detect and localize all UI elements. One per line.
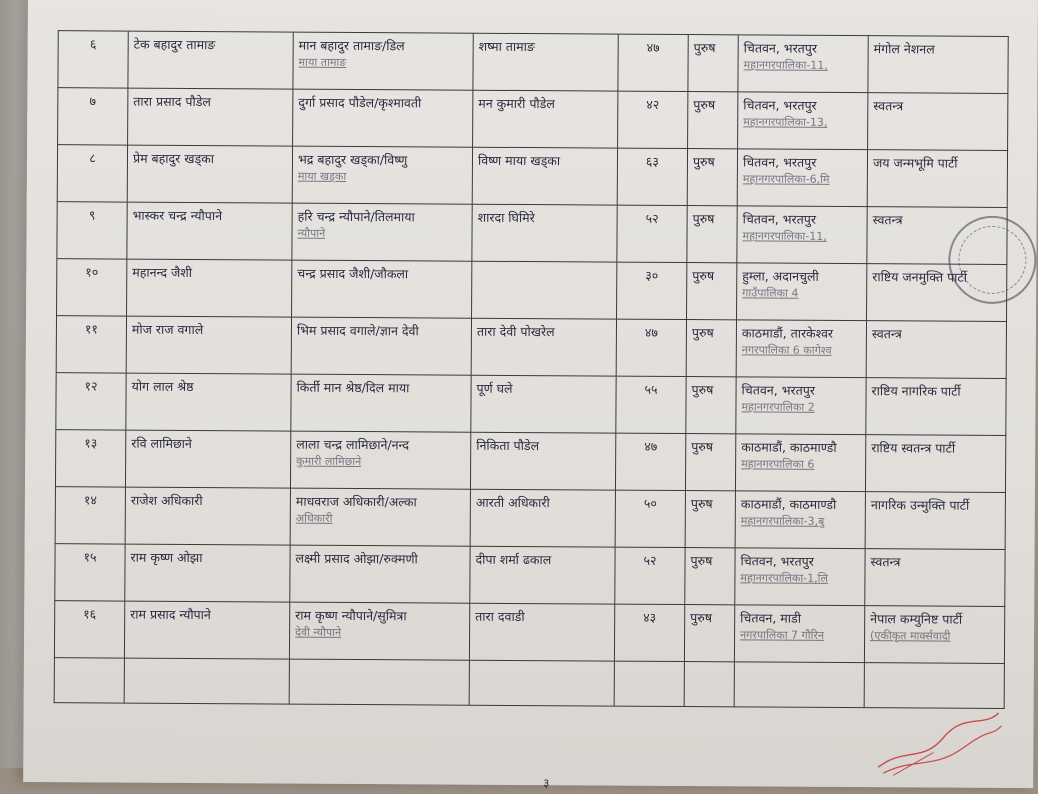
- parents-name-text: दुर्गा प्रसाद पौडेल/कृश्मावती: [298, 94, 422, 111]
- serial-number-cell: [57, 145, 127, 202]
- parents-name-text: मान बहादुर तामाङ/डिल: [298, 37, 405, 54]
- address-text: काठमाडौं, काठमाण्डौ: [740, 496, 837, 512]
- party-continuation: [873, 171, 1002, 172]
- party-continuation: [873, 114, 1002, 115]
- address-continuation: महानगरपालिका-11,: [742, 229, 827, 243]
- spouse-name-cell: [469, 603, 614, 661]
- page-number: ३: [543, 776, 550, 791]
- empty-cell: [289, 659, 469, 705]
- spouse-name-cell: [471, 375, 616, 433]
- parents-name-continuation: [295, 567, 464, 568]
- age-cell: [614, 604, 684, 661]
- address-continuation: महानगरपालिका 6: [741, 457, 815, 471]
- gender-cell: [688, 92, 738, 149]
- table-row: [56, 373, 1006, 436]
- candidate-name-cell: [125, 430, 290, 488]
- address-cell: [734, 605, 864, 663]
- party-continuation: (एकीकृत मार्क्सवादी: [870, 629, 951, 643]
- gender-cell: [684, 605, 734, 662]
- address-text: चितवन, भरतपुर: [743, 40, 818, 56]
- serial-number-cell: [56, 316, 126, 373]
- age-text: ३०: [645, 267, 659, 283]
- address-cell: [736, 377, 866, 435]
- party-continuation: [872, 342, 1001, 343]
- empty-cell: [124, 658, 289, 704]
- parents-name-cell: [291, 317, 471, 375]
- gender-cell: [687, 206, 737, 263]
- empty-cell: [864, 663, 1004, 709]
- gender-cell: [685, 491, 735, 548]
- spouse-name-cell: [471, 318, 616, 376]
- spouse-name-cell: [472, 261, 617, 319]
- address-text: चितवन, भरतपुर: [741, 382, 816, 398]
- candidate-name-cell: [125, 487, 290, 545]
- serial-number-cell: [54, 601, 124, 658]
- spouse-name-text: विष्ण माया खड्का: [477, 152, 561, 169]
- serial-number-cell: [55, 487, 125, 544]
- parents-name-text: लक्ष्मी प्रसाद ओझा/रुक्मणी: [295, 550, 418, 567]
- candidate-table: [54, 30, 1009, 709]
- gender-cell: [685, 548, 735, 605]
- age-text: ४२: [646, 96, 660, 112]
- age-text: ५२: [643, 552, 657, 568]
- party-cell: [867, 150, 1007, 208]
- address-text: चितवन, भरतपुर: [743, 97, 817, 113]
- candidate-name-text: राम कृष्ण ओझा: [130, 549, 203, 566]
- candidate-name-text: प्रेम बहादुर खड्का: [132, 150, 215, 167]
- parents-name-continuation: माया खड्का: [297, 169, 347, 183]
- address-continuation: गाउँपालिका 4: [742, 286, 799, 300]
- age-cell: [618, 34, 688, 91]
- gender-text: पुरुष: [692, 211, 715, 227]
- address-cell: [736, 320, 866, 378]
- candidate-name-cell: [127, 145, 292, 203]
- candidate-name-text: भास्कर चन्द्र न्यौपाने: [132, 207, 223, 224]
- age-text: ६३: [645, 153, 660, 169]
- gender-text: पुरुष: [690, 610, 713, 626]
- age-text: ४७: [644, 324, 658, 340]
- address-continuation: महानगरपालिका-13,: [743, 115, 828, 129]
- parents-name-text: माधवराज अधिकारी/अल्का: [295, 493, 417, 510]
- parents-name-continuation: न्यौपाने: [297, 226, 326, 240]
- candidate-name-cell: [124, 601, 289, 659]
- office-seal: [948, 216, 1037, 305]
- party-cell: [865, 492, 1005, 550]
- serial-number-cell: [58, 88, 128, 145]
- spouse-name-text: तारा देवी पोखरेल: [476, 323, 555, 340]
- empty-cell: [54, 658, 124, 703]
- party-cell: [865, 549, 1005, 607]
- parents-name-text: हरि चन्द्र न्यौपाने/तिलमाया: [297, 208, 415, 225]
- parents-name-cell: [292, 203, 472, 261]
- parents-name-cell: [293, 32, 473, 90]
- gender-cell: [686, 320, 736, 377]
- candidate-name-text: योग लाल श्रेष्ठ: [131, 378, 194, 395]
- gender-cell: [686, 377, 736, 434]
- empty-cell: [614, 661, 684, 706]
- party-text: राष्टिय नागरिक पार्टी: [871, 383, 961, 399]
- serial-number-text: ९: [88, 207, 96, 223]
- parents-name-text: भिम प्रसाद वगाले/ज्ञान देवी: [296, 322, 419, 339]
- parents-name-text: चन्द्र प्रसाद जैशी/जौकला: [297, 265, 409, 282]
- parents-name-cell: [293, 89, 473, 147]
- candidate-name-text: मोज राज वगाले: [131, 321, 204, 338]
- address-text: चितवन, भरतपुर: [740, 553, 814, 569]
- gender-text: पुरुष: [691, 382, 714, 398]
- gender-cell: [688, 35, 738, 92]
- gender-text: पुरुष: [692, 268, 715, 284]
- address-text: काठमाडौं, तारकेश्वर: [741, 325, 834, 341]
- table-row: [55, 487, 1005, 550]
- address-text: हुम्ला, अदानचुली: [742, 268, 819, 284]
- age-cell: [618, 91, 688, 148]
- party-cell: [865, 435, 1005, 493]
- parents-name-cell: [290, 431, 470, 489]
- candidate-name-cell: [128, 31, 293, 89]
- parents-name-text: भद्र बहादुर खड्का/विष्णु: [297, 151, 408, 168]
- party-text: स्वतन्त्र: [870, 554, 901, 570]
- serial-number-text: १५: [83, 549, 97, 565]
- candidate-name-cell: [127, 259, 292, 317]
- party-text: स्वतन्त्र: [871, 326, 902, 342]
- gender-text: पुरुष: [690, 496, 713, 512]
- parents-name-continuation: अधिकारी: [295, 511, 333, 525]
- table-row: [58, 88, 1008, 151]
- address-continuation: नगरपालिका 6 कागेश्व: [741, 343, 832, 357]
- party-cell: [868, 93, 1008, 151]
- serial-number-text: ७: [89, 93, 97, 109]
- gender-cell: [685, 434, 735, 491]
- candidate-name-text: महानन्द जैशी: [132, 264, 193, 281]
- address-text: चितवन, माडी: [740, 610, 802, 626]
- spouse-name-cell: [472, 147, 617, 205]
- serial-number-cell: [55, 544, 125, 601]
- gender-text: पुरुष: [690, 553, 713, 569]
- parents-name-text: किर्ती मान श्रेष्ठ/दिल माया: [296, 379, 410, 396]
- address-text: चितवन, भरतपुर: [742, 154, 817, 170]
- parents-name-text: राम कृष्ण न्यौपाने/सुमित्रा: [295, 607, 407, 624]
- spouse-name-text: पूर्ण घले: [476, 380, 513, 396]
- spouse-name-cell: [470, 546, 615, 604]
- parents-name-cell: [290, 488, 470, 546]
- candidate-name-cell: [126, 316, 291, 374]
- party-cell: [866, 378, 1006, 436]
- party-text: नागरिक उन्मुक्ति पार्टी: [870, 497, 970, 513]
- address-cell: [737, 149, 867, 207]
- age-text: ४७: [644, 438, 658, 454]
- parents-name-continuation: माया तामाङ: [298, 55, 347, 69]
- address-cell: [738, 92, 868, 150]
- party-continuation: [874, 57, 1003, 58]
- spouse-name-text: दीपा शर्मा ढकाल: [475, 551, 552, 568]
- serial-number-text: १३: [84, 435, 98, 451]
- age-cell: [617, 148, 687, 205]
- gender-text: पुरुष: [692, 154, 715, 170]
- table-row: [56, 316, 1006, 379]
- spouse-name-cell: [470, 489, 615, 547]
- parents-name-continuation: [297, 396, 466, 397]
- spouse-name-text: शारदा घिमिरे: [477, 209, 535, 226]
- party-text: राष्टिय जनमुक्ति पार्टी: [872, 269, 968, 285]
- age-text: ४३: [643, 609, 657, 625]
- party-text: मंगोल नेशनल: [873, 41, 935, 57]
- table-row: [57, 259, 1007, 322]
- table-body: [54, 31, 1008, 709]
- serial-number-text: १४: [83, 492, 97, 508]
- gender-text: पुरुष: [693, 40, 716, 56]
- age-text: ५०: [643, 495, 657, 511]
- party-cell: [868, 36, 1008, 94]
- table-row: [57, 145, 1007, 208]
- parents-name-cell: [291, 374, 471, 432]
- party-cell: [864, 606, 1004, 664]
- serial-number-text: १६: [83, 606, 97, 622]
- parents-name-text: लाला चन्द्र लामिछाने/नन्द: [296, 436, 410, 453]
- address-cell: [735, 434, 865, 492]
- candidate-name-text: राम प्रसाद न्यौपाने: [130, 606, 211, 623]
- address-continuation: नगरपालिका 7 गौरिन: [740, 628, 825, 642]
- address-continuation: महानगरपालिका-3,बु: [740, 514, 825, 528]
- age-cell: [616, 319, 686, 376]
- age-cell: [615, 490, 685, 547]
- age-cell: [616, 376, 686, 433]
- spouse-name-text: शष्मा तामाङ: [478, 38, 535, 55]
- party-cell: [866, 321, 1006, 379]
- address-continuation: महानगरपालिका-6,मि: [742, 172, 830, 186]
- parents-name-continuation: [298, 111, 467, 112]
- parents-name-continuation: [297, 282, 466, 283]
- address-cell: [735, 491, 865, 549]
- spouse-name-text: मन कुमारी पौडेल: [478, 95, 555, 112]
- parents-name-cell: [290, 545, 470, 603]
- party-text: नेपाल कम्युनिष्ट पार्टी: [870, 611, 963, 627]
- gender-cell: [687, 263, 737, 320]
- empty-cell: [469, 660, 614, 706]
- table-row: [55, 430, 1005, 493]
- address-cell: [737, 263, 867, 321]
- address-continuation: महानगरपालिका 2: [741, 400, 815, 414]
- signature-mark: [873, 707, 1003, 778]
- spouse-name-cell: [470, 432, 615, 490]
- age-cell: [617, 205, 687, 262]
- party-text: स्वतन्त्र: [872, 212, 903, 228]
- parents-name-cell: [292, 260, 472, 318]
- candidate-name-cell: [126, 373, 291, 431]
- serial-number-text: १२: [84, 378, 98, 394]
- party-text: राष्टिय स्वतन्त्र पार्टी: [871, 440, 956, 456]
- candidate-name-text: राजेश अधिकारी: [130, 492, 203, 509]
- age-cell: [617, 262, 687, 319]
- age-cell: [615, 433, 685, 490]
- candidate-name-cell: [127, 202, 292, 260]
- spouse-name-text: तारा दवाडी: [475, 608, 525, 625]
- serial-number-text: ११: [84, 321, 98, 337]
- serial-number-cell: [56, 373, 126, 430]
- candidate-name-cell: [128, 88, 293, 146]
- gender-cell: [687, 149, 737, 206]
- spouse-name-cell: [473, 33, 618, 91]
- parents-name-continuation: देवी न्यौपाने: [295, 625, 342, 639]
- age-text: ५५: [644, 381, 658, 397]
- table-row: [55, 544, 1005, 607]
- gender-text: पुरुष: [691, 325, 714, 341]
- address-cell: [738, 35, 868, 93]
- spouse-name-text: आरती अधिकारी: [475, 494, 550, 511]
- serial-number-cell: [57, 202, 127, 259]
- age-text: ५२: [645, 210, 659, 226]
- empty-cell: [684, 662, 734, 707]
- party-text: जय जन्मभूमि पार्टी: [872, 155, 958, 171]
- parents-name-continuation: [297, 339, 466, 340]
- party-continuation: [872, 399, 1001, 400]
- age-cell: [615, 547, 685, 604]
- serial-number-text: १०: [85, 264, 99, 280]
- address-continuation: महानगरपालिका-11,: [743, 58, 828, 72]
- address-cell: [735, 548, 865, 606]
- spouse-name-text: निकिता पौडेल: [476, 437, 540, 454]
- gender-text: पुरुष: [691, 439, 714, 455]
- address-text: काठमाडौं, काठमाण्डौ: [741, 439, 837, 455]
- table-row: [58, 31, 1008, 94]
- parents-name-continuation: कुमारी लामिछाने: [296, 454, 362, 469]
- empty-cell: [734, 662, 864, 708]
- parents-name-cell: [292, 146, 472, 204]
- address-text: चितवन, भरतपुर: [742, 211, 817, 227]
- serial-number-cell: [55, 430, 125, 487]
- address-cell: [737, 206, 867, 264]
- address-continuation: महानगरपालिका-1,लि: [740, 571, 829, 585]
- table-row: [57, 202, 1007, 265]
- party-continuation: [871, 513, 1000, 514]
- candidate-name-text: तारा प्रसाद पौडेल: [133, 93, 211, 110]
- gender-text: पुरुष: [693, 97, 716, 113]
- serial-number-text: ८: [89, 150, 96, 166]
- parents-name-cell: [289, 602, 469, 660]
- serial-number-text: ६: [89, 36, 97, 52]
- party-continuation: [870, 570, 999, 571]
- table-row: [54, 601, 1004, 664]
- spouse-name-cell: [472, 204, 617, 262]
- party-continuation: [871, 456, 1000, 457]
- empty-table-row: [54, 658, 1004, 709]
- candidate-name-text: टेक बहादुर तामाङ: [133, 36, 216, 53]
- candidate-name-text: रवि लामिछाने: [131, 435, 192, 452]
- party-text: स्वतन्त्र: [873, 98, 904, 114]
- spouse-name-cell: [473, 90, 618, 148]
- serial-number-cell: [58, 31, 128, 88]
- serial-number-cell: [57, 259, 127, 316]
- age-text: ४७: [646, 39, 660, 55]
- document-page: [23, 0, 1038, 791]
- candidate-name-cell: [125, 544, 290, 602]
